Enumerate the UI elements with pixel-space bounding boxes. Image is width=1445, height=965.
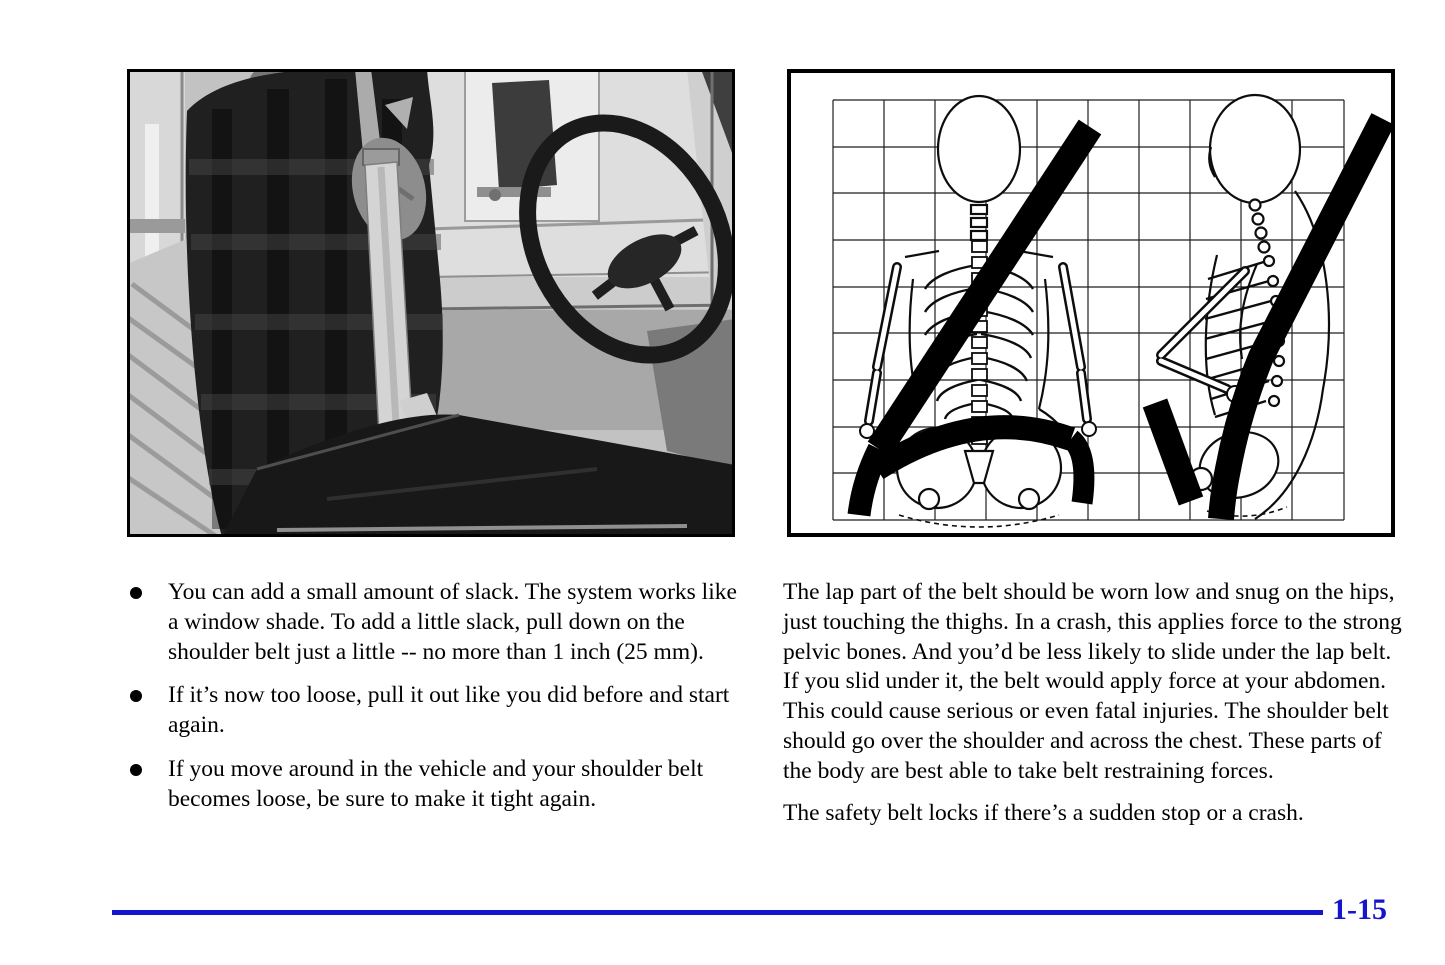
bullet-icon (130, 764, 142, 776)
bullet-icon (130, 587, 142, 599)
page-number: 1-15 (1332, 893, 1387, 926)
list-item (130, 681, 738, 741)
figure-skeleton-diagram (787, 69, 1395, 537)
bullet-text: If it’s now too loose, pull it out like you did before and start again. (168, 682, 730, 739)
slack-instructions-list (130, 578, 738, 829)
belt-position-text (783, 578, 1403, 840)
paragraph-lap-belt: The lap part of the belt should be worn low and snug on the hips, just touching the thighs. In a crash, this applies force to the strong pelvic bones. And you’d be less likely to slide under the lap belt. If you slid under it, the belt would apply force at your abdomen. This could cause serious or even fatal injuries. The shoulder belt should go over the shoulder and across the chest. These parts of the body are best able to take belt restraining forces. (783, 579, 1402, 784)
footer-rule (112, 910, 1323, 915)
list-item (130, 755, 738, 815)
bullet-text: If you move around in the vehicle and your shoulder belt becomes loose, be sure to make it tight again. (168, 755, 704, 812)
skeleton-belt-diagram-image (787, 69, 1395, 537)
bullet-text: You can add a small amount of slack. The system works like a window shade. To add a little slack, pull down on the shoulder belt just a little -- no more than 1 inch (25 mm). (168, 579, 737, 665)
seatbelt-photo-image (127, 69, 735, 537)
paragraph-belt-locks: The safety belt locks if there’s a sudden stop or a crash. (783, 799, 1304, 826)
bullet-icon (130, 690, 142, 702)
list-item (130, 578, 738, 667)
figure-driver-photo (127, 69, 735, 537)
